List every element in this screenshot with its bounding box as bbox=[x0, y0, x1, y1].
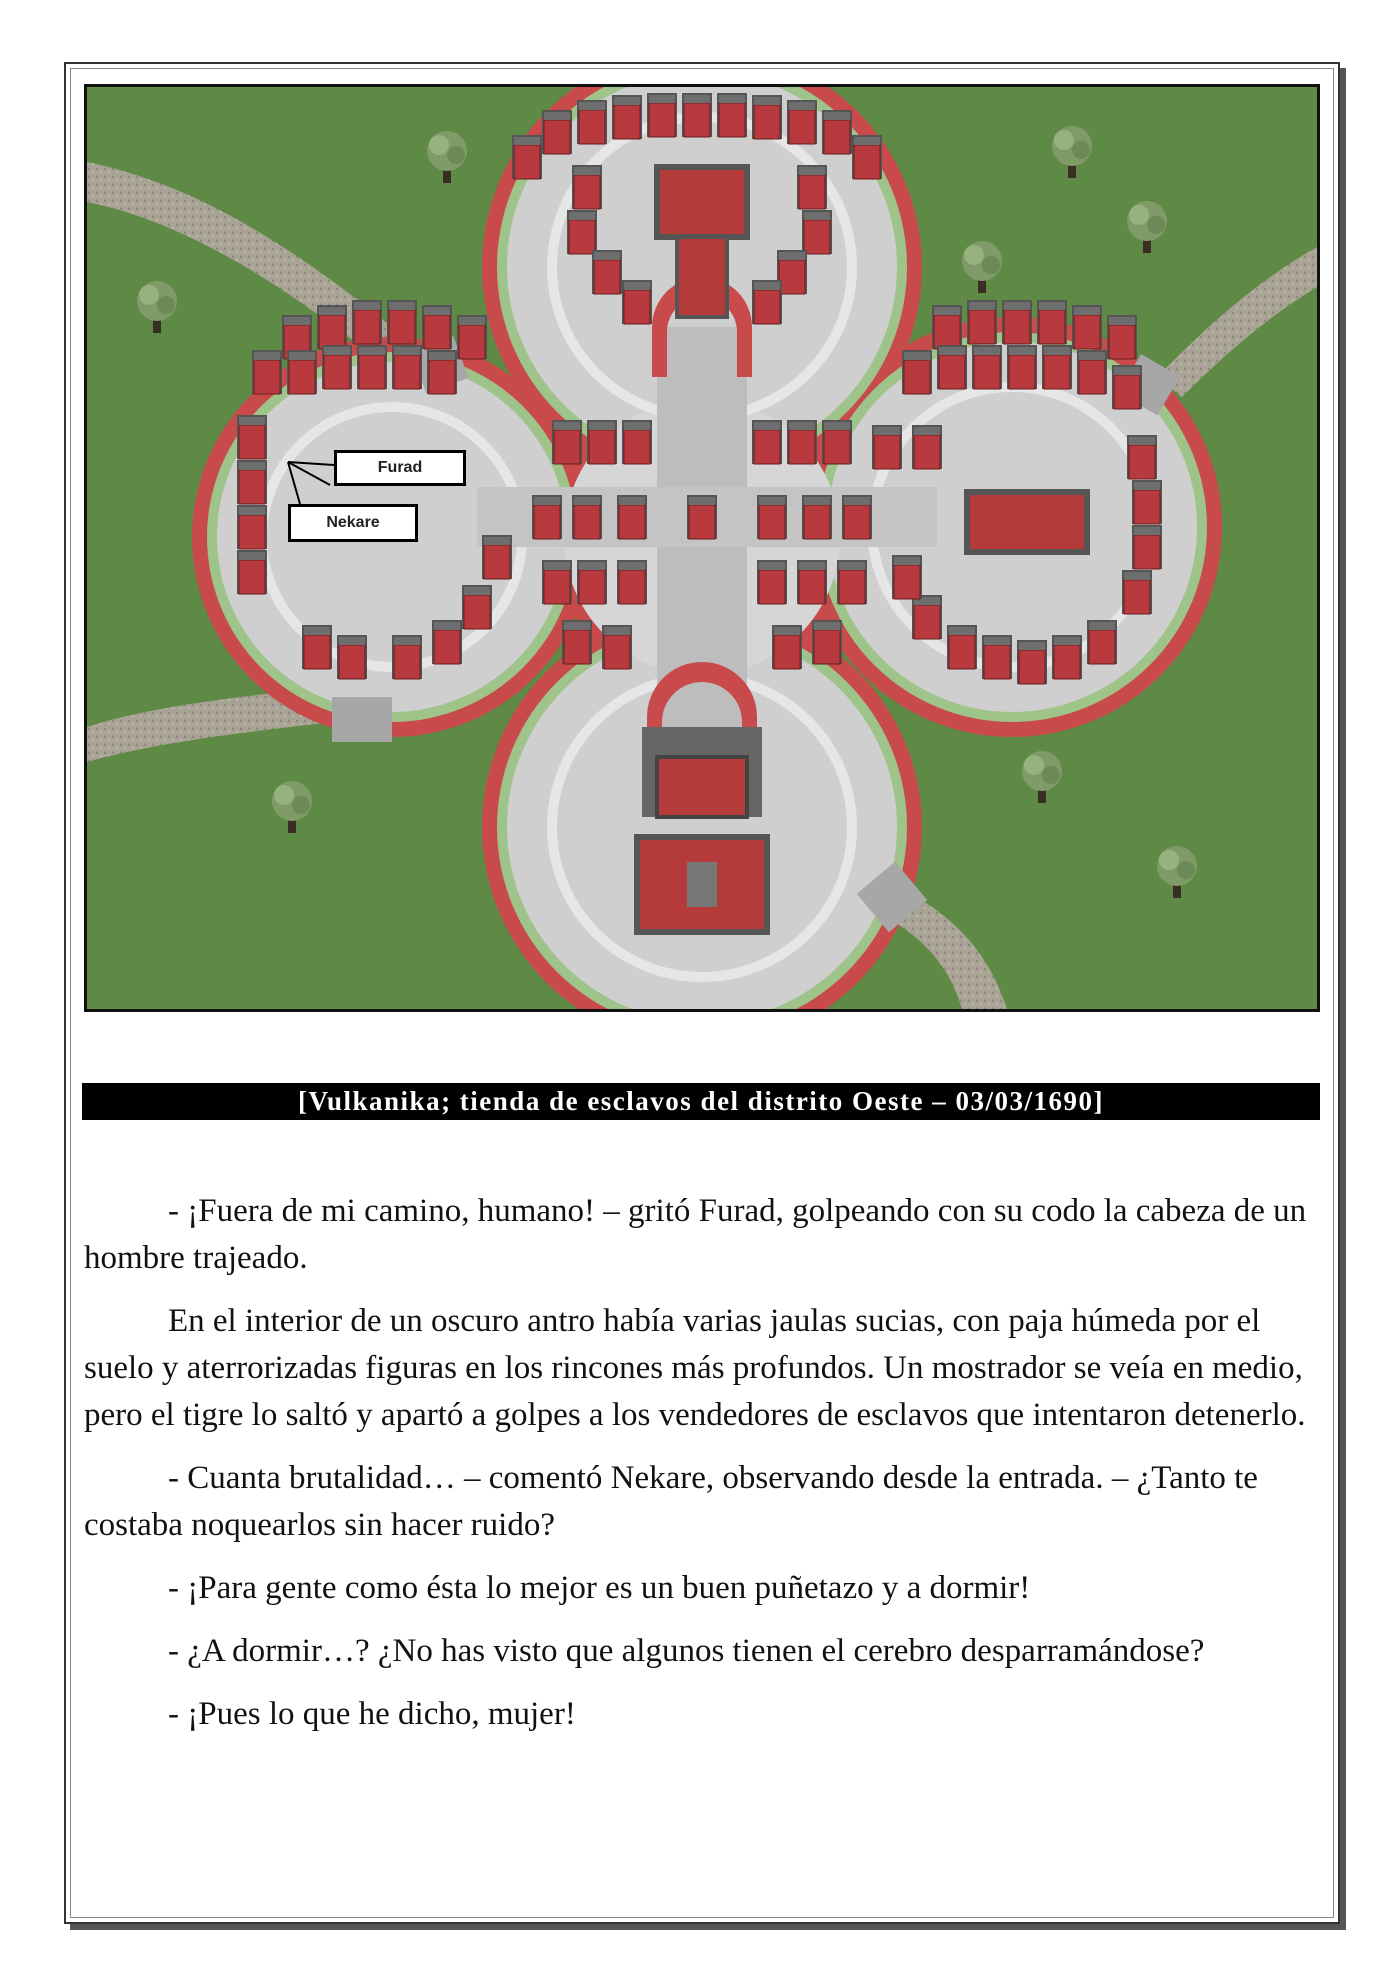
map-label-nekare bbox=[288, 504, 418, 542]
map-label-furad bbox=[334, 450, 466, 486]
scene-header-text: [Vulkanika; tienda de esclavos del distrito Oeste – 03/03/1690] bbox=[297, 1086, 1105, 1116]
scene-header bbox=[82, 1083, 1320, 1120]
paragraph: - Cuanta brutalidad… – comentó Nekare, observando desde la entrada. – ¿Tanto te costaba noquearlos sin hacer ruido? bbox=[84, 1460, 1258, 1543]
paragraph: En el interior de un oscuro antro había varias jaulas sucias, con paja húmeda por el suelo y aterrorizadas figuras en los rincones más profundos. Un mostrador se veía en medio, pero el tigre lo saltó y apartó a golpes a los vendedores de esclavos que intentaron detenerlo. bbox=[84, 1303, 1306, 1433]
map-label-nekare-text: Nekare bbox=[326, 514, 380, 531]
paragraph: - ¡Pues lo que he dicho, mujer! bbox=[168, 1696, 576, 1732]
paragraph: - ¿A dormir…? ¿No has visto que algunos tienen el cerebro desparramándose? bbox=[168, 1633, 1205, 1669]
paragraph: - ¡Fuera de mi camino, humano! – gritó Furad, golpeando con su codo la cabeza de un hombre trajeado. bbox=[84, 1193, 1307, 1276]
map-label-furad-text: Furad bbox=[377, 459, 423, 476]
city-map-drawing bbox=[87, 87, 1317, 1009]
paragraph: - ¡Para gente como ésta lo mejor es un buen puñetazo y a dormir! bbox=[168, 1570, 1031, 1606]
story-text bbox=[84, 1188, 1310, 1754]
city-map bbox=[84, 84, 1320, 1012]
